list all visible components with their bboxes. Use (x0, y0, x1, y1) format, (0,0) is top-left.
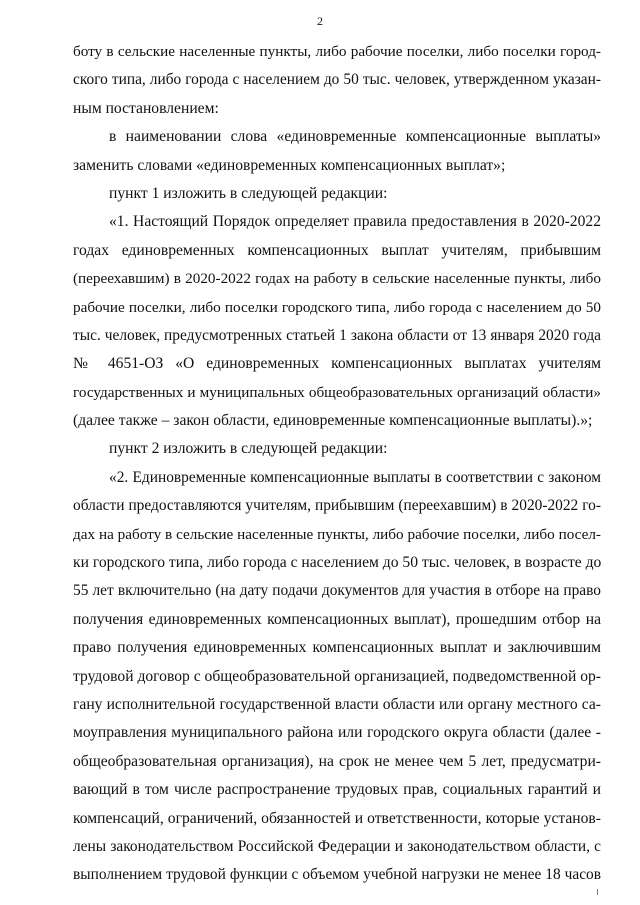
text-line: общеобразовательная организация), на срок не менее чем 5 лет, предусматри- (73, 752, 601, 770)
text-line: 55 лет включительно (на дату подачи документов для участия в отборе на право (73, 582, 601, 600)
text-line: право получения единовременных компенсационных выплат и заключившим (73, 639, 601, 657)
text-line: рабочие поселки, либо поселки городского типа, либо города с населением до 50 (73, 298, 601, 316)
text-line: гану исполнительной государственной власти области или органу местного са- (73, 695, 601, 713)
text-line: боту в сельские населенные пункты, либо рабочие поселки, либо поселки город- (73, 43, 601, 60)
text-line: компенсаций, ограничений, обязанностей и ответственности, которые установ- (73, 809, 601, 827)
text-line: государственных и муниципальных общеобразовательных организаций области» (73, 383, 601, 401)
text-line: ского типа, либо города с населением до 50 тыс. человек, утвержденном указан- (73, 71, 601, 89)
text-line: трудовой договор с общеобразовательной организацией, подведомственной ор- (73, 667, 602, 685)
text-line: годах единовременных компенсационных выплат учителям, прибывшим (73, 241, 601, 259)
document-body (73, 38, 601, 890)
text-line: выполнением трудовой функции с объемом учебной нагрузки не менее 18 часов (73, 866, 601, 884)
text-line: вающий в том числе распространение трудовых прав, социальных гарантий и (73, 781, 601, 799)
text-line: лены законодательством Российской Федерации и законодательством области, с (73, 837, 601, 855)
text-line: получения единовременных компенсационных выплат), прошедшим отбор на (73, 610, 601, 628)
text-line: (далее также – закон области, единовременные компенсационные выплаты).»; (73, 412, 593, 430)
text-line: в наименовании слова «единовременные компенсационные выплаты» (109, 128, 601, 146)
text-line: № 4651-ОЗ «О единовременных компенсационных выплатах учителям (73, 355, 601, 373)
text-line: «2. Единовременные компенсационные выплаты в соответствии с законом (109, 468, 601, 486)
page-number: 2 (317, 14, 323, 28)
scan-artifact (597, 889, 598, 895)
text-line: тыс. человек, предусмотренных статьей 1 закона области от 13 января 2020 года (73, 326, 601, 344)
text-line: ным постановлением: (73, 99, 219, 117)
text-line: заменить словами «единовременных компенсационных выплат»; (73, 156, 506, 174)
text-line: ки городского типа, либо города с населением до 50 тыс. человек, в возрасте до (73, 554, 602, 572)
text-line: пункт 1 изложить в следующей редакции: (109, 184, 388, 202)
text-line: моуправления муниципального района или городского округа области (далее - (73, 724, 601, 742)
text-line: «1. Настоящий Порядок определяет правила предоставления в 2020-2022 (109, 213, 601, 231)
text-line: пункт 2 изложить в следующей редакции: (109, 440, 388, 458)
text-line: области предоставляются учителям, прибывшим (переехавшим) в 2020-2022 го- (73, 497, 601, 515)
text-line: (переехавшим) в 2020-2022 годах на работу в сельские населенные пункты, либо (73, 270, 601, 288)
text-line: дах на работу в сельские населенные пункты, либо рабочие поселки, либо посел- (73, 525, 601, 543)
